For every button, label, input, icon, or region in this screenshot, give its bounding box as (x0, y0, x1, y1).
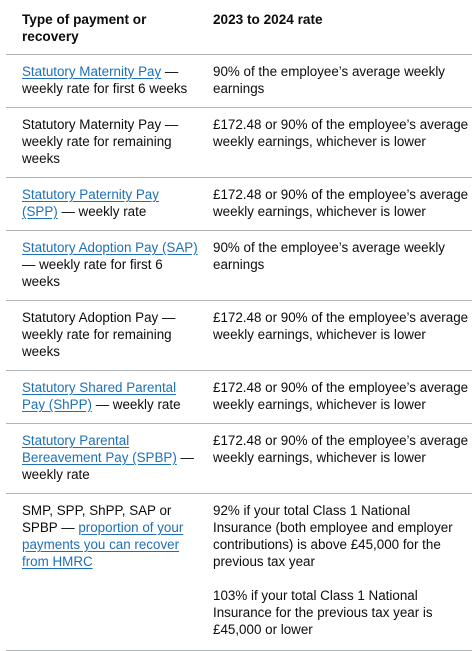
payment-type-cell (6, 108, 204, 178)
table-row (6, 178, 472, 231)
payment-type-cell (6, 178, 204, 231)
payment-type-cell (6, 371, 204, 424)
payment-type-cell (6, 301, 204, 371)
column-header-rate: 2023 to 2024 rate (204, 0, 472, 55)
payment-type-cell (6, 424, 204, 494)
rate-cell (204, 178, 472, 231)
payment-type-cell (6, 231, 204, 301)
table-row (6, 55, 472, 108)
rate-text: £172.48 or 90% of the employee’s average weekly earnings, whichever is lower (213, 380, 469, 412)
rate-text: 103% if your total Class 1 National Insurance for the previous tax year is £45,000 or lower (213, 588, 433, 637)
payment-type-suffix: — weekly rate (91, 397, 181, 412)
rate-text: £172.48 or 90% of the employee’s average weekly earnings, whichever is lower (213, 310, 469, 342)
statutory-maternity-pay-link[interactable]: Statutory Maternity Pay (22, 64, 162, 79)
payment-type-text: Statutory Adoption Pay — weekly rate for remaining weeks (22, 310, 176, 359)
table-row (6, 424, 472, 494)
rate-text: £172.48 or 90% of the employee’s average weekly earnings, whichever is lower (213, 187, 469, 219)
statutory-parental-bereavement-pay-link[interactable]: Statutory Parental Bereavement Pay (SPBP) (22, 433, 177, 465)
table-row (6, 108, 472, 178)
statutory-adoption-pay-link[interactable]: Statutory Adoption Pay (SAP) (22, 240, 198, 255)
column-header-payment-type: Type of payment or recovery (6, 0, 204, 55)
payment-rates-table (6, 0, 472, 651)
rate-text: 92% if your total Class 1 National Insurance (both employee and employer contributions) is above £45,000 for the previous tax year (213, 503, 453, 569)
payment-type-cell (6, 55, 204, 108)
rate-text: 90% of the employee’s average weekly earnings (213, 64, 445, 96)
payment-type-suffix: — weekly rate (57, 204, 147, 219)
rate-cell (204, 371, 472, 424)
rate-cell (204, 494, 472, 651)
table-row (6, 301, 472, 371)
rate-cell (204, 55, 472, 108)
rate-text: £172.48 or 90% of the employee’s average weekly earnings, whichever is lower (213, 117, 469, 149)
payment-type-cell (6, 494, 204, 651)
payment-type-suffix: — weekly rate (22, 450, 194, 482)
table-row (6, 371, 472, 424)
rate-text: £172.48 or 90% of the employee’s average weekly earnings, whichever is lower (213, 433, 469, 465)
payment-type-suffix: — weekly rate for first 6 weeks (22, 64, 188, 96)
rate-text: 90% of the employee’s average weekly earnings (213, 240, 445, 272)
payment-type-suffix: — weekly rate for first 6 weeks (22, 257, 163, 289)
table-header-row (6, 0, 472, 55)
table-row (6, 231, 472, 301)
payment-type-text: SMP, SPP, ShPP, SAP or SPBP — (22, 503, 172, 535)
rate-cell (204, 301, 472, 371)
rate-cell (204, 424, 472, 494)
statutory-paternity-pay-link[interactable]: Statutory Paternity Pay (SPP) (22, 187, 159, 219)
table-row (6, 494, 472, 651)
statutory-shared-parental-pay-link[interactable]: Statutory Shared Parental Pay (ShPP) (22, 380, 177, 412)
payment-type-text: Statutory Maternity Pay — weekly rate for remaining weeks (22, 117, 179, 166)
rate-cell (204, 231, 472, 301)
recover-payments-link[interactable]: proportion of your payments you can recover from HMRC (22, 520, 184, 569)
rate-cell (204, 108, 472, 178)
